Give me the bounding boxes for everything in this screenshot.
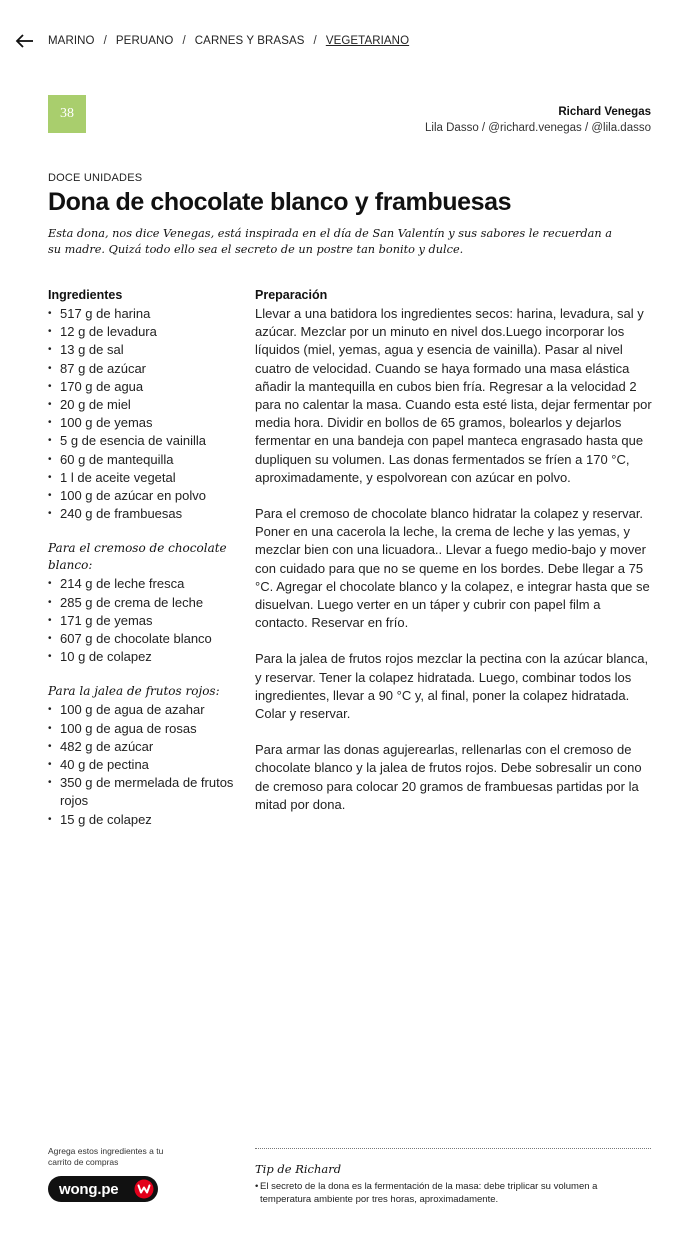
list-item: • 517 g de harina: [48, 305, 238, 323]
recipe-title: Dona de chocolate blanco y frambuesas: [48, 188, 512, 216]
list-item: • 1 l de aceite vegetal: [48, 469, 238, 487]
list-item: • 170 g de agua: [48, 378, 238, 396]
footer-divider: [255, 1148, 651, 1149]
breadcrumb-separator: /: [182, 35, 186, 47]
list-item: • 100 g de agua de rosas: [48, 720, 238, 738]
list-item: • 13 g de sal: [48, 341, 238, 359]
cremoso-heading: Para el cremoso de chocolate blanco:: [48, 541, 227, 573]
list-item: • 15 g de colapez: [48, 811, 238, 829]
breadcrumb-separator: /: [313, 35, 317, 47]
preparation-paragraph: Para el cremoso de chocolate blanco hidratar la colapez y reservar. Poner en una cacerola la leche, la crema de leche y las yemas, y mezclar bien con una licuadora.. Llevar a fuego medio-bajo y mover con cuidado para que no se queme en los bordes. Debe llegar a 75 °C. Agregar el chocolate blanco y la colapez, e integrar hasta que se disuelvan. Luego verter en un táper y cubrir con papel film a contacto. Reservar en frío.: [255, 506, 650, 631]
preparation-column: [255, 288, 655, 832]
author-block: [425, 106, 651, 134]
list-item: • 60 g de mantequilla: [48, 451, 238, 469]
list-item: • 10 g de colapez: [48, 648, 238, 666]
breadcrumb-separator: /: [103, 35, 107, 47]
tip-title: Tip de Richard: [255, 1162, 342, 1176]
jalea-heading: Para la jalea de frutos rojos:: [48, 684, 220, 699]
list-item: • 20 g de miel: [48, 396, 238, 414]
list-item: • 87 g de azúcar: [48, 360, 238, 378]
list-item: • 100 g de agua de azahar: [48, 701, 238, 719]
recipe-yield: DOCE UNIDADES: [48, 172, 143, 184]
arrow-left-icon[interactable]: [14, 30, 36, 52]
preparation-paragraph: Para la jalea de frutos rojos mezclar la pectina con la azúcar blanca, y reservar. Tener la colapez hidratada. Luego, combinar todos los ingredientes, llevar a 90 °C y, al final, poner la colapez hidratada. Colar y reservar.: [255, 651, 649, 722]
wong-logo-text: wong.pe: [59, 1180, 119, 1198]
breadcrumb-marino[interactable]: MARINO: [48, 35, 95, 47]
ingredients-main-list: [48, 305, 238, 523]
breadcrumb-carnes-y-brasas[interactable]: CARNES Y BRASAS: [194, 35, 305, 47]
list-item: • 40 g de pectina: [48, 756, 238, 774]
author-name: Richard Venegas: [558, 106, 651, 118]
wong-logo-button[interactable]: [48, 1176, 158, 1202]
recipe-intro: Esta dona, nos dice Venegas, está inspirada en el día de San Valentín y sus sabores le recuerdan a su madre. Quizá todo ello sea el secreto de un postre tan bonito y dulce.: [48, 227, 612, 256]
list-item: • 100 g de azúcar en polvo: [48, 487, 238, 505]
list-item: • 607 g de chocolate blanco: [48, 630, 238, 648]
list-item: • 240 g de frambuesas: [48, 505, 238, 523]
list-item: • 482 g de azúcar: [48, 738, 238, 756]
top-nav: [14, 30, 680, 52]
ingredients-heading: Ingredientes: [48, 288, 123, 302]
list-item: • 350 g de mermelada de frutos rojos: [48, 774, 238, 810]
list-item: • 5 g de esencia de vainilla: [48, 432, 238, 450]
breadcrumb-vegetariano[interactable]: VEGETARIANO: [325, 35, 410, 47]
preparation-paragraph: Llevar a una batidora los ingredientes secos: harina, levadura, sal y azúcar. Mezclar por un minuto en nivel dos.Luego incorporar los líquidos (miel, yemas, agua y esencia de vainilla). Pasar al nivel cuatro de velocidad. Cuando se haya formado una masa elástica añadir la mantequilla en cubos bien fría. Regresar a la velocidad 2 para no calentar la masa. Cuando esta esté lista, dejar fermentar por media hora. Dividir en bollos de 65 gramos, bolearlos y dejarlos fermentar en una bandeja con papel manteca engrasado hasta que dupliquen su volumen. Las donas fermentados se fríen a 170 °C, aproximadamente, y espolvorean con azúcar en polvo.: [255, 306, 652, 485]
list-item: • 214 g de leche fresca: [48, 575, 238, 593]
preparation-paragraph: Para armar las donas agujerearlas, rellenarlas con el cremoso de chocolate blanco y la jalea de frutos rojos. Debe sobresalir un cono de cremoso para colocar 20 gramos de frambuesas partidas por la mitad por dona.: [255, 742, 642, 812]
page-number-badge: 38: [48, 95, 86, 133]
list-item: • 285 g de crema de leche: [48, 594, 238, 612]
list-item: • 100 g de yemas: [48, 414, 238, 432]
author-credits: Lila Dasso / @richard.venegas / @lila.dasso: [425, 122, 651, 134]
ingredients-column: [48, 288, 238, 829]
ingredients-jalea-list: [48, 701, 238, 828]
ingredients-cremoso-list: [48, 575, 238, 666]
list-item: • 171 g de yemas: [48, 612, 238, 630]
wong-w-icon: [134, 1179, 154, 1199]
cart-note: Agrega estos ingredientes a tu carrito de compras: [48, 1146, 164, 1167]
list-item: • 12 g de levadura: [48, 323, 238, 341]
tip-text: • El secreto de la dona es la fermentación de la masa: debe triplicar su volumen a temperatura ambiente por tres horas, aproximadamente.: [255, 1180, 645, 1206]
breadcrumb-peruano[interactable]: PERUANO: [115, 35, 174, 47]
preparation-heading: Preparación: [255, 288, 328, 302]
breadcrumb: [48, 35, 409, 47]
